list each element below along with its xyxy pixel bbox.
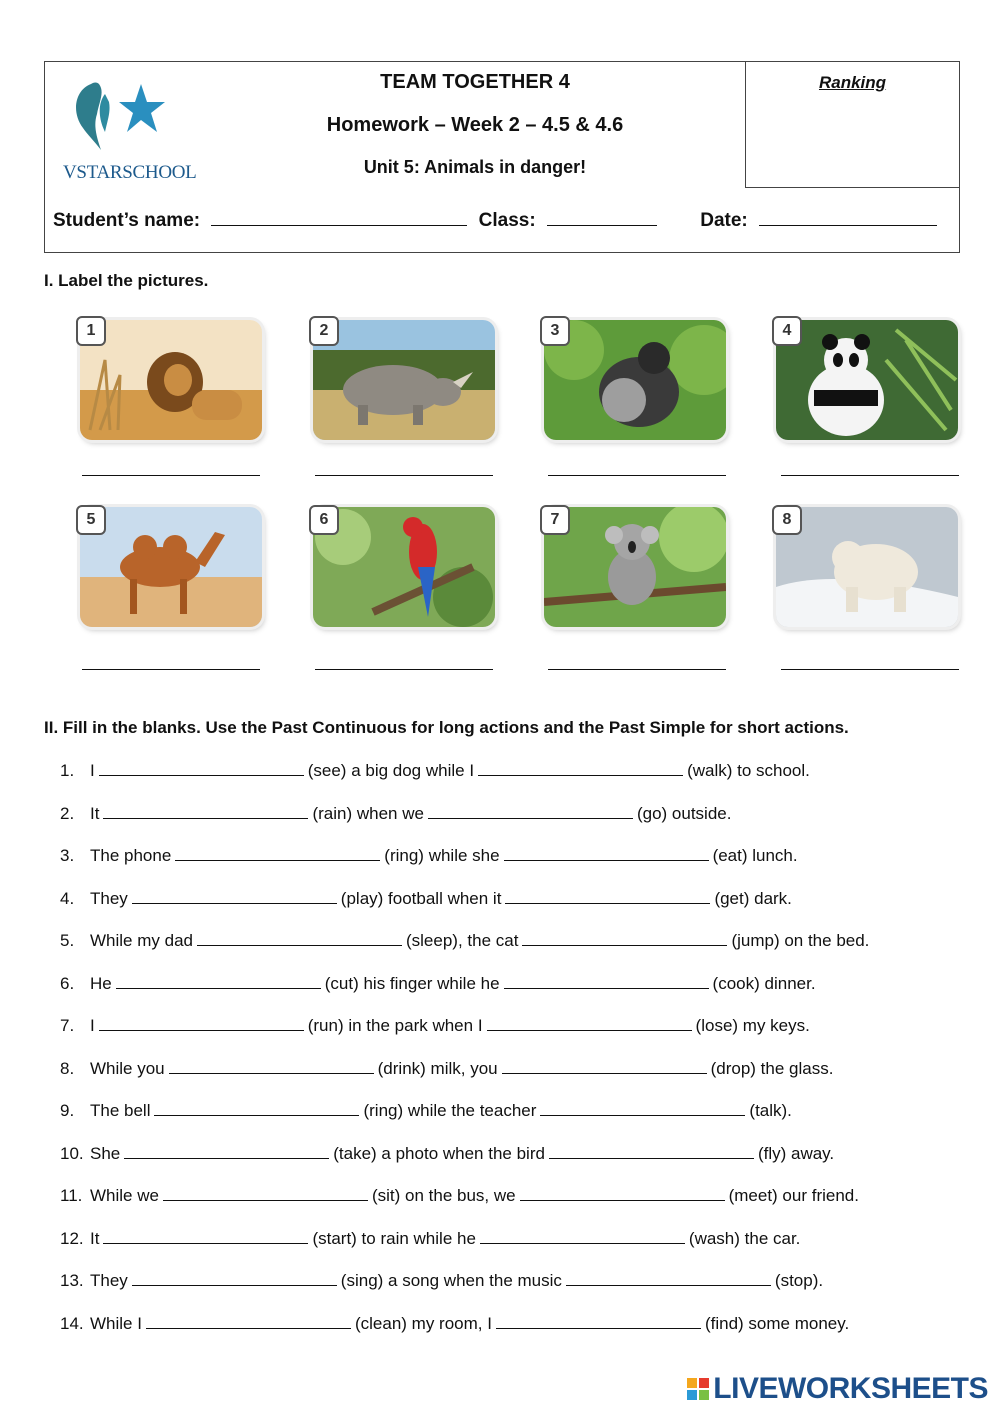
exercise-text-end: (drop) the glass. [710, 1058, 834, 1078]
blank-field-1[interactable] [154, 1101, 359, 1116]
exercise-text-end: (find) some money. [704, 1313, 850, 1333]
exercise-text-middle: (clean) my room, I [354, 1313, 492, 1333]
lion-picture [80, 320, 262, 440]
exercise-item [60, 931, 869, 951]
class-field[interactable] [547, 208, 657, 226]
exercise-item [60, 804, 731, 824]
exercise-text-middle: (ring) while she [384, 846, 500, 865]
answer-line-8[interactable] [781, 669, 959, 670]
picture-number: 6 [309, 505, 339, 535]
exercise-number: 2. [60, 803, 75, 823]
blank-field-1[interactable] [197, 931, 402, 946]
worksheet-header [44, 61, 960, 253]
exercise-text-end: (wash) the car. [688, 1228, 801, 1248]
exercise-number: 13. [60, 1271, 84, 1290]
picture-number: 5 [76, 505, 106, 535]
polar-bear-picture [776, 507, 958, 627]
answer-line-3[interactable] [548, 475, 726, 476]
exercise-number: 3. [60, 846, 75, 865]
blank-field-1[interactable] [169, 1059, 374, 1074]
exercise-text-end: (lose) my keys. [695, 1016, 810, 1035]
exercise-text-middle: (take) a photo when the bird [333, 1143, 545, 1163]
exercise-number: 4. [60, 888, 75, 908]
exercise-item [60, 1186, 859, 1206]
exercise-item [60, 889, 792, 909]
logo-text: VSTARSCHOOL [63, 162, 197, 183]
exercise-text-middle: (play) football when it [340, 888, 502, 908]
exercise-item [60, 1271, 823, 1291]
class-label: Class: [478, 210, 536, 231]
blank-field-2[interactable] [496, 1314, 701, 1329]
picture-number: 4 [772, 316, 802, 346]
exercise-text-end: (eat) lunch. [712, 846, 798, 865]
exercise-text-start: He [90, 973, 112, 993]
koala-picture [544, 507, 726, 627]
panda-picture [776, 320, 958, 440]
exercise-text-middle: (cut) his finger while he [324, 973, 500, 993]
gorilla-picture [544, 320, 726, 440]
picture-number: 2 [309, 316, 339, 346]
exercise-item [60, 1144, 834, 1164]
worksheet-title: TEAM TOGETHER 4 [380, 71, 570, 93]
blank-field-2[interactable] [504, 974, 709, 989]
answer-line-5[interactable] [82, 669, 260, 670]
blank-field-2[interactable] [504, 846, 709, 861]
exercise-item [60, 974, 816, 994]
blank-field-2[interactable] [566, 1271, 771, 1286]
camel-picture [80, 507, 262, 627]
section-1-title: I. Label the pictures. [44, 271, 209, 290]
exercise-text-end: (meet) our friend. [728, 1186, 859, 1205]
blank-field-2[interactable] [549, 1144, 754, 1159]
exercise-text-start: While you [90, 1058, 165, 1078]
exercise-text-middle: (sit) on the bus, we [371, 1186, 516, 1205]
blank-field-2[interactable] [487, 1016, 692, 1031]
exercise-item [60, 761, 810, 781]
exercise-text-end: (get) dark. [714, 888, 792, 908]
exercise-text-middle: (ring) while the teacher [363, 1101, 537, 1120]
exercise-number: 1. [60, 761, 75, 780]
picture-number: 3 [540, 316, 570, 346]
exercise-number: 6. [60, 973, 75, 993]
exercise-number: 14. [60, 1313, 84, 1333]
exercise-text-end: (talk). [749, 1101, 792, 1120]
blank-field-1[interactable] [146, 1314, 351, 1329]
exercise-text-middle: (sleep), the cat [405, 931, 519, 950]
date-label: Date: [700, 210, 748, 231]
blank-field-1[interactable] [103, 804, 308, 819]
exercise-text-middle: (see) a big dog while I [307, 761, 475, 780]
blank-field-2[interactable] [522, 931, 727, 946]
exercise-number: 10. [60, 1143, 84, 1163]
exercise-number: 9. [60, 1101, 75, 1120]
student-info-row [53, 208, 937, 232]
exercise-number: 5. [60, 931, 75, 950]
exercise-text-end: (fly) away. [757, 1143, 835, 1163]
blank-field-1[interactable] [163, 1186, 368, 1201]
school-logo [53, 72, 197, 183]
picture-number: 1 [76, 316, 106, 346]
exercise-item [60, 1314, 849, 1334]
exercise-text-middle: (rain) when we [312, 803, 424, 823]
exercise-text-start: While we [90, 1186, 159, 1205]
exercise-text-end: (cook) dinner. [712, 973, 816, 993]
exercise-text-start: While my dad [90, 931, 193, 950]
unit-title: Unit 5: Animals in danger! [363, 157, 587, 177]
exercise-text-end: (jump) on the bed. [731, 931, 870, 950]
blank-field-2[interactable] [520, 1186, 725, 1201]
exercise-text-start: They [90, 1271, 128, 1290]
exercise-text-start: It [90, 803, 100, 823]
exercise-item [60, 846, 798, 866]
exercise-text-start: It [90, 1228, 100, 1248]
date-field[interactable] [759, 208, 937, 226]
exercise-text-middle: (run) in the park when I [307, 1016, 483, 1035]
exercise-text-middle: (sing) a song when the music [340, 1271, 562, 1290]
exercise-number: 7. [60, 1016, 75, 1035]
blank-field-2[interactable] [478, 761, 683, 776]
liveworksheets-icon [687, 1378, 709, 1400]
liveworksheets-logo [687, 1372, 988, 1406]
blank-field-1[interactable] [99, 761, 304, 776]
rhino-picture [313, 320, 495, 440]
answer-line-1[interactable] [82, 475, 260, 476]
exercise-text-start: I [90, 761, 95, 780]
exercise-text-end: (walk) to school. [687, 761, 810, 780]
exercise-text-end: (stop). [774, 1271, 824, 1290]
ranking-label: Ranking [818, 73, 887, 92]
blank-field-1[interactable] [124, 1144, 329, 1159]
answer-line-2[interactable] [315, 475, 493, 476]
exercise-text-start: She [90, 1143, 121, 1163]
exercise-item [60, 1016, 810, 1036]
exercise-number: 11. [60, 1186, 83, 1205]
blank-field-2[interactable] [540, 1101, 745, 1116]
exercise-text-start: The bell [90, 1101, 151, 1120]
blank-field-1[interactable] [103, 1229, 308, 1244]
exercise-text-start: They [90, 888, 128, 908]
ranking-cell [745, 61, 960, 188]
answer-line-4[interactable] [781, 475, 959, 476]
answer-line-7[interactable] [548, 669, 726, 670]
exercise-item [60, 1059, 833, 1079]
exercise-text-start: The phone [90, 846, 172, 865]
exercise-text-start: I [90, 1016, 95, 1035]
blank-field-1[interactable] [132, 1271, 337, 1286]
blank-field-2[interactable] [502, 1059, 707, 1074]
blank-field-1[interactable] [132, 889, 337, 904]
answer-line-6[interactable] [315, 669, 493, 670]
student-name-field[interactable] [211, 208, 467, 226]
exercise-text-middle: (drink) milk, you [377, 1058, 498, 1078]
exercise-item [60, 1229, 800, 1249]
blank-field-1[interactable] [99, 1016, 304, 1031]
exercise-text-end: (go) outside. [636, 803, 732, 823]
picture-number: 7 [540, 505, 570, 535]
blank-field-1[interactable] [175, 846, 380, 861]
parrot-picture [313, 507, 495, 627]
liveworksheets-brand: LIVEWORKSHEETS [713, 1372, 988, 1405]
exercise-item [60, 1101, 792, 1121]
exercise-number: 8. [60, 1058, 75, 1078]
section-2-title: II. Fill in the blanks. Use the Past Continuous for long actions and the Past Simple for short actions. [44, 718, 849, 737]
exercise-number: 12. [60, 1228, 84, 1248]
blank-field-2[interactable] [505, 889, 710, 904]
blank-field-2[interactable] [480, 1229, 685, 1244]
blank-field-1[interactable] [116, 974, 321, 989]
exercise-text-middle: (start) to rain while he [312, 1228, 476, 1248]
blank-field-2[interactable] [428, 804, 633, 819]
exercise-text-start: While I [90, 1313, 142, 1333]
picture-number: 8 [772, 505, 802, 535]
worksheet-subtitle: Homework – Week 2 – 4.5 & 4.6 [326, 114, 624, 136]
student-name-label: Student’s name: [53, 210, 201, 231]
